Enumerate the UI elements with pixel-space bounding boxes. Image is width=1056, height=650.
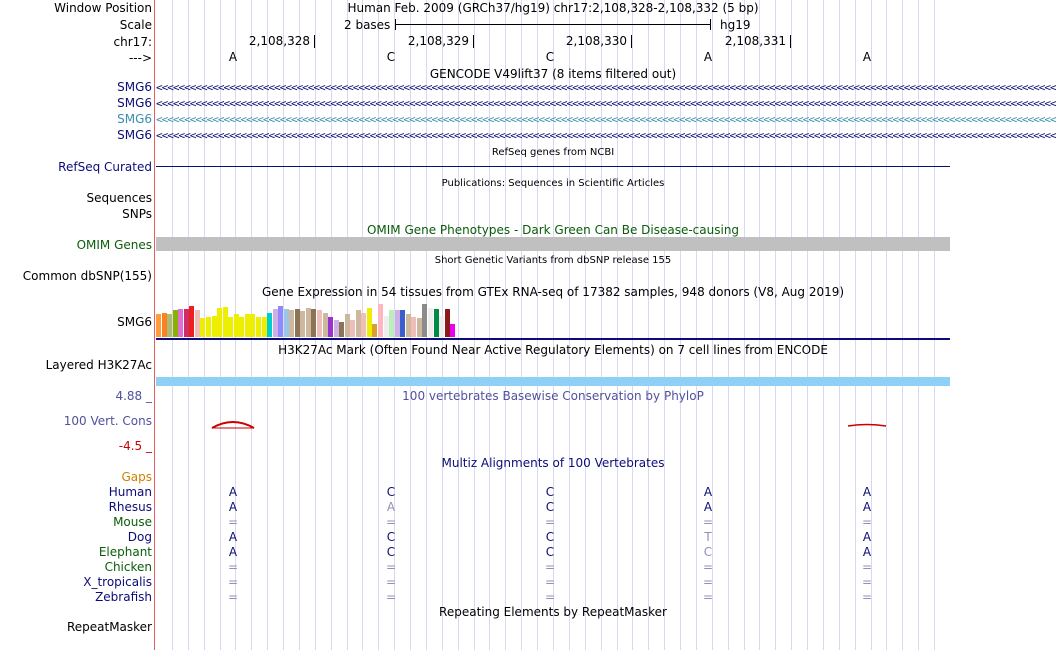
gtex-tissue-bar[interactable] [256,317,261,337]
dbsnp-label[interactable]: Common dbSNP(155) [22,269,152,283]
gtex-tissue-bar[interactable] [328,317,333,337]
scale-text: 2 bases [344,18,391,32]
reference-base: C [545,50,555,64]
gtex-tissue-bar[interactable] [428,308,433,337]
alignment-base: = [227,515,239,529]
gtex-tissue-bar[interactable] [445,309,450,337]
gtex-tissue-bar[interactable] [345,314,350,337]
gene-label-3[interactable]: SMG6 [117,112,152,126]
gtex-tissue-bar[interactable] [234,314,239,337]
alignment-base: A [386,500,396,514]
reference-base: A [862,50,872,64]
alignment-base: = [544,560,556,574]
h3k27ac-title: H3K27Ac Mark (Often Found Near Active Regulatory Elements) on 7 cell lines from ENCODE [278,343,828,357]
position-label: 2,108,329 [407,34,469,48]
gtex-tissue-bar[interactable] [434,309,439,337]
gtex-tissue-bar[interactable] [311,309,316,337]
alignment-base: A [703,485,713,499]
alignment-base: T [704,530,712,544]
gtex-tissue-bar[interactable] [339,322,344,337]
alignment-base: C [386,545,396,559]
alignment-base: = [385,515,397,529]
reference-base: A [228,50,238,64]
gtex-tissue-bar[interactable] [350,320,355,337]
alignment-base: = [385,590,397,604]
alignment-base: C [386,530,396,544]
gtex-tissue-bar[interactable] [439,316,444,337]
gtex-tissue-bar[interactable] [317,310,322,337]
position-tick [473,35,474,48]
gtex-tissue-bar[interactable] [223,307,228,337]
alignment-base: A [862,545,872,559]
scale-label: Scale [119,18,152,32]
alignment-base: C [386,485,396,499]
alignment-base: = [702,575,714,589]
species-label[interactable]: Mouse [113,515,152,529]
window-position-label: Window Position [54,1,152,15]
gene-model-1[interactable]: <<<<<<<<<<<<<<<<<<<<<<<<<<<<<<<<<<<<<<<<<<<<<<<<<<<<<<<<<<<<<<<<<<<<<<<<<<<<<<<<<<<<<<<<<<<<<<<<<<<<<<<<<<<<<<<<<<<<<<<<<<<<<<<<<<<<<<<<<<<<<<<<<<<<<<<<<<<<<<<< [156,81,1056,94]
alignment-base: A [228,500,238,514]
alignment-base: A [862,485,872,499]
gtex-tissue-bar[interactable] [334,320,339,337]
gtex-tissue-bar[interactable] [417,318,422,337]
alignment-base: = [702,560,714,574]
alignment-base: A [703,500,713,514]
dbsnp-title: Short Genetic Variants from dbSNP release 155 [434,255,672,266]
alignment-base: A [862,530,872,544]
gtex-tissue-bar[interactable] [195,310,200,337]
alignment-base: A [228,530,238,544]
gene-label-4[interactable]: SMG6 [117,128,152,142]
alignment-base: = [861,575,873,589]
species-label[interactable]: Human [108,485,152,499]
gtex-gene-label[interactable]: SMG6 [117,315,152,329]
reference-base: C [386,50,396,64]
alignment-base: = [544,515,556,529]
scale-bar-left-tick [395,19,396,30]
chrom-label: chr17: [113,35,152,49]
gtex-tissue-bar[interactable] [178,309,183,337]
gtex-tissue-bar[interactable] [162,313,167,337]
gtex-tissue-bar[interactable] [250,314,255,337]
gtex-tissue-bar[interactable] [378,304,383,337]
species-label[interactable]: Zebrafish [95,590,152,604]
phylop-signal[interactable] [156,414,950,434]
repeatmasker-title: Repeating Elements by RepeatMasker [439,605,667,619]
alignment-base: = [227,575,239,589]
refseq-gene-line[interactable] [156,166,950,167]
gtex-tissue-bar[interactable] [156,314,161,337]
position-tick [790,35,791,48]
omim-title: OMIM Gene Phenotypes - Dark Green Can Be Disease-causing [366,223,740,237]
species-label[interactable]: Rhesus [108,500,152,514]
gtex-tissue-bar[interactable] [212,316,217,337]
snps-label[interactable]: SNPs [122,207,152,221]
alignment-base: C [545,500,555,514]
gene-model-3[interactable]: <<<<<<<<<<<<<<<<<<<<<<<<<<<<<<<<<<<<<<<<<<<<<<<<<<<<<<<<<<<<<<<<<<<<<<<<<<<<<<<<<<<<<<<<<<<<<<<<<<<<<<<<<<<<<<<<<<<<<<<<<<<<<<<<<<<<<<<<<<<<<<<<<<<<<<<<<<<<<<<< [156,113,1056,126]
gtex-gene-line [156,338,950,340]
alignment-base: = [544,575,556,589]
gtex-tissue-bar[interactable] [411,317,416,337]
phylop-peak-1 [212,422,254,428]
alignment-base: A [228,485,238,499]
gtex-tissue-bar[interactable] [361,313,366,337]
refseq-title: RefSeq genes from NCBI [491,147,615,158]
alignment-base: C [545,545,555,559]
gtex-tissue-bar[interactable] [245,314,250,337]
scale-bar [395,24,711,25]
alignment-base: A [862,500,872,514]
gtex-tissue-bar[interactable] [450,324,455,337]
repeatmasker-label[interactable]: RepeatMasker [66,620,152,634]
phylop-max-label: 4.88 _ [115,389,152,403]
gtex-tissue-bar[interactable] [167,314,172,337]
scale-bar-right-tick [710,19,711,30]
omim-bar[interactable] [156,237,950,251]
alignment-base: = [861,515,873,529]
scale-db: hg19 [720,18,751,32]
alignment-base: = [544,590,556,604]
alignment-base: = [227,560,239,574]
gtex-tissue-bar[interactable] [217,308,222,337]
gtex-tissue-bar[interactable] [389,310,394,337]
assembly-position: Human Feb. 2009 (GRCh37/hg19) chr17:2,108,328-2,108,332 (5 bp) [347,1,759,15]
phylop-label[interactable]: 100 Vert. Cons [63,414,152,428]
gtex-tissue-bar[interactable] [228,317,233,337]
alignment-base: = [227,590,239,604]
gtex-tissue-bar[interactable] [262,317,267,337]
gtex-tissue-bar[interactable] [200,318,205,337]
gtex-tissue-bar[interactable] [395,310,400,337]
species-label[interactable]: Dog [127,530,152,544]
gtex-tissue-bar[interactable] [284,309,289,337]
gtex-tissue-bar[interactable] [406,314,411,337]
gtex-tissue-bar[interactable] [300,311,305,337]
gtex-tissue-bar[interactable] [289,310,294,337]
strand-label: ---> [128,51,152,65]
alignment-base: A [228,545,238,559]
species-label[interactable]: Chicken [104,560,152,574]
gtex-tissue-bar[interactable] [422,304,427,337]
gtex-tissue-bar[interactable] [306,308,311,337]
alignment-base: C [703,545,713,559]
gtex-tissue-bar[interactable] [400,310,405,337]
alignment-base: C [545,530,555,544]
refseq-label[interactable]: RefSeq Curated [58,160,152,174]
h3k27ac-signal[interactable] [156,377,950,386]
gtex-tissue-bar[interactable] [295,309,300,337]
gene-label-1[interactable]: SMG6 [117,80,152,94]
gene-model-4[interactable]: <<<<<<<<<<<<<<<<<<<<<<<<<<<<<<<<<<<<<<<<<<<<<<<<<<<<<<<<<<<<<<<<<<<<<<<<<<<<<<<<<<<<<<<<<<<<<<<<<<<<<<<<<<<<<<<<<<<<<<<<<<<<<<<<<<<<<<<<<<<<<<<<<<<<<<<<<<<<<<<< [156,129,1056,142]
alignment-base: C [545,485,555,499]
phylop-min-label: -4.5 _ [118,439,152,453]
gtex-tissue-bar[interactable] [367,308,372,337]
gtex-tissue-bar[interactable] [267,313,272,337]
gtex-tissue-bar[interactable] [189,306,194,337]
position-tick [631,35,632,48]
gtex-title: Gene Expression in 54 tissues from GTEx RNA-seq of 17382 samples, 948 donors (V8, Aug 2019) [261,285,845,299]
gene-model-2[interactable]: <<<<<<<<<<<<<<<<<<<<<<<<<<<<<<<<<<<<<<<<<<<<<<<<<<<<<<<<<<<<<<<<<<<<<<<<<<<<<<<<<<<<<<<<<<<<<<<<<<<<<<<<<<<<<<<<<<<<<<<<<<<<<<<<<<<<<<<<<<<<<<<<<<<<<<<<<<<<<<<< [156,97,1056,110]
phylop-title: 100 vertebrates Basewise Conservation by PhyloP [402,389,704,403]
gtex-bar-chart[interactable] [156,300,950,337]
alignment-base: = [702,590,714,604]
gtex-tissue-bar[interactable] [356,310,361,337]
h3k27ac-label[interactable]: Layered H3K27Ac [45,358,152,372]
gtex-tissue-bar[interactable] [384,316,389,337]
sequences-label[interactable]: Sequences [86,191,152,205]
alignment-base: = [861,590,873,604]
publications-title: Publications: Sequences in Scientific Articles [441,178,665,189]
alignment-base: = [861,560,873,574]
species-label[interactable]: Elephant [98,545,152,559]
gtex-tissue-bar[interactable] [273,309,278,337]
gene-label-2[interactable]: SMG6 [117,96,152,110]
gtex-tissue-bar[interactable] [239,317,244,337]
gtex-tissue-bar[interactable] [206,317,211,337]
position-label: 2,108,330 [565,34,627,48]
alignment-base: = [385,560,397,574]
alignment-base: = [702,515,714,529]
gtex-tissue-bar[interactable] [278,306,283,337]
alignment-base: = [385,575,397,589]
omim-label[interactable]: OMIM Genes [76,238,152,252]
gtex-tissue-bar[interactable] [372,324,377,337]
phylop-peak-2 [848,425,886,427]
species-label[interactable]: X_tropicalis [83,575,152,589]
position-label: 2,108,328 [248,34,310,48]
position-tick [314,35,315,48]
reference-base: A [703,50,713,64]
gtex-tissue-bar[interactable] [173,310,178,337]
position-label: 2,108,331 [724,34,786,48]
gtex-tissue-bar[interactable] [184,309,189,337]
track-divider [154,0,155,650]
gtex-tissue-bar[interactable] [323,313,328,337]
multiz-title: Multiz Alignments of 100 Vertebrates [441,456,665,470]
gaps-label: Gaps [121,470,152,484]
gencode-title: GENCODE V49lift37 (8 items filtered out) [429,67,677,81]
